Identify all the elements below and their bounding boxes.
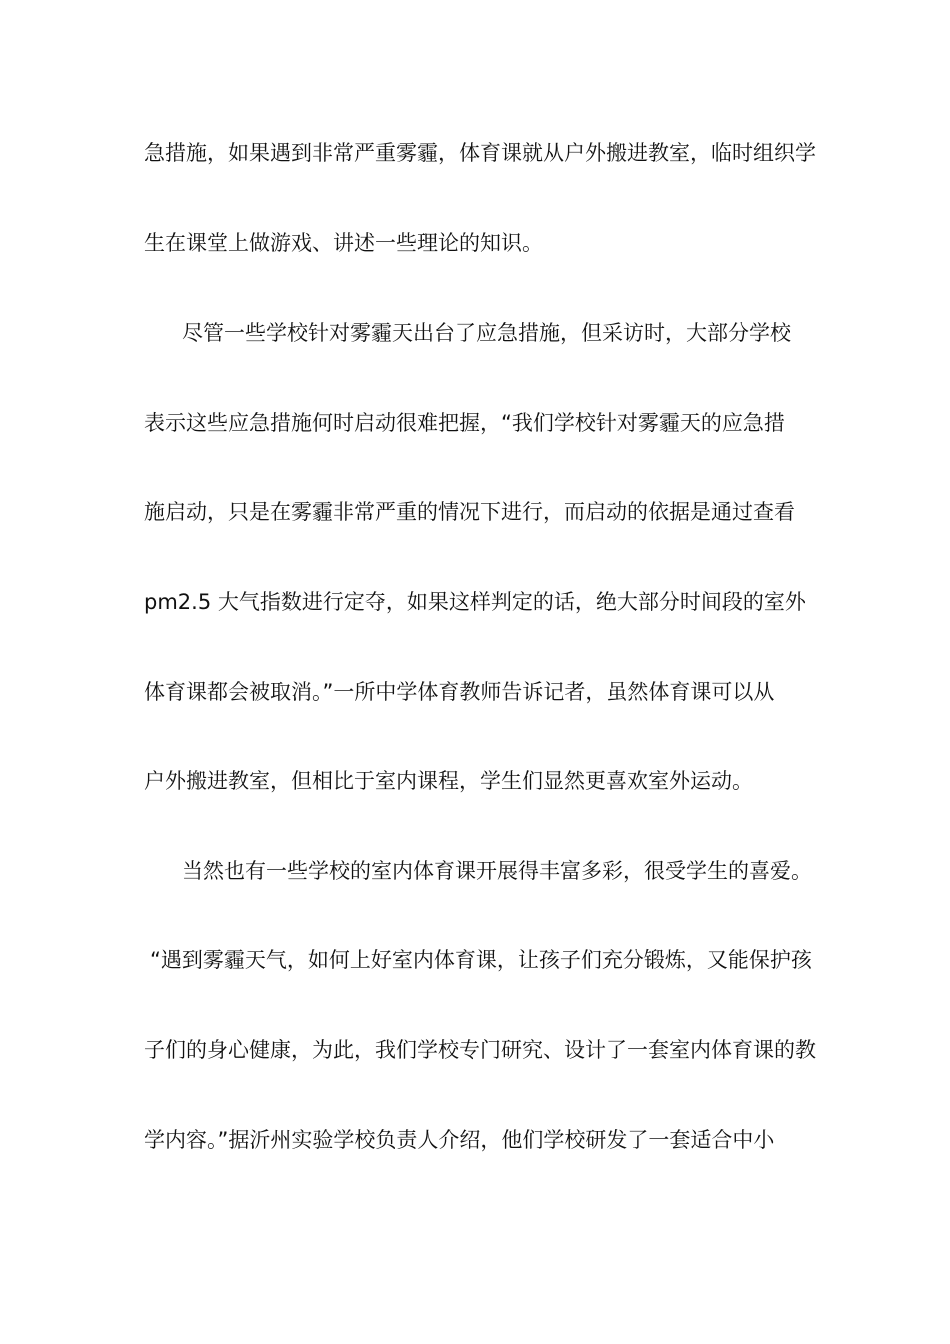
text-line: 户外搬进教室，但相比于室内课程，学生们显然更喜欢室外运动。 [144, 769, 753, 793]
text-line: 急措施，如果遇到非常严重雾霾，体育课就从户外搬进教室，临时组织学 [144, 141, 816, 165]
text-line: “遇到雾霾天气，如何上好室内体育课，让孩子们充分锻炼，又能保护孩 [150, 948, 812, 972]
text-line: pm2.5 大气指数进行定夺，如果这样判定的话，绝大部分时间段的室外 [144, 590, 806, 614]
text-line: 表示这些应急措施何时启动很难把握，“我们学校针对雾霾天的应急措 [144, 411, 785, 435]
paragraph-first-line: 尽管一些学校针对雾霾天出台了应急措施，但采访时，大部分学校 [182, 321, 791, 345]
paragraph-first-line: 当然也有一些学校的室内体育课开展得丰富多彩，很受学生的喜爱。 [182, 859, 812, 883]
text-line: 学内容。”据沂州实验学校负责人介绍，他们学校研发了一套适合中小 [144, 1128, 775, 1152]
text-line: 施启动，只是在雾霾非常严重的情况下进行，而启动的依据是通过查看 [144, 500, 795, 524]
text-line: 体育课都会被取消。”一所中学体育教师告诉记者，虽然体育课可以从 [144, 680, 775, 704]
text-line: 生在课堂上做游戏、讲述一些理论的知识。 [144, 231, 543, 255]
text-line: 子们的身心健康，为此，我们学校专门研究、设计了一套室内体育课的教 [144, 1038, 816, 1062]
